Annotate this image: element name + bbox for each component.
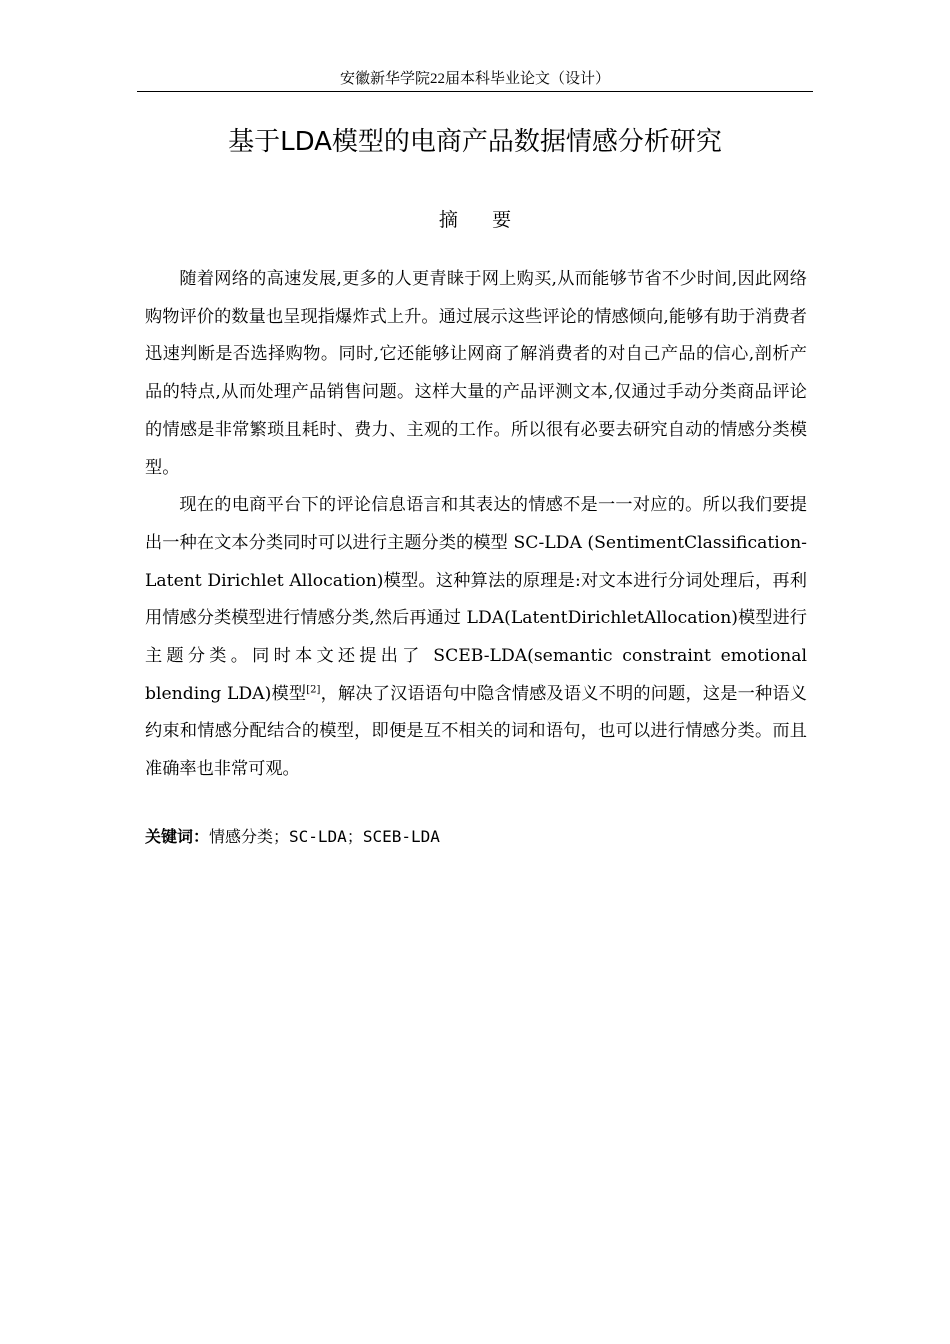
abstract-heading: 摘要 (438, 209, 546, 231)
abstract-paragraph-2-text-a: 现在的电商平台下的评论信息语言和其表达的情感不是一一对应的。所以我们要提出一种在文本分类同时可以进行主题分类的模型 SC-LDA (SentimentClassification-Latent Dirichlet Allocation)模型。这种算法的原理是:对文本进行分词处理后，再利用情感分类模型进行情感分类,然后再通过 LDA(LatentDirichletAllocation)模型进行主题分类。同时本文还提出了 SCEB-LDA(semantic constraint emotional blending LDA)模型 (145, 495, 807, 704)
abstract-paragraph-1: 随着网络的高速发展,更多的人更青睐于网上购买,从而能够节省不少时间,因此网络购物评价的数量也呈现指爆炸式上升。通过展示这些评论的情感倾向,能够有助于消费者迅速判断是否选择购物。同时,它还能够让网商了解消费者的对自己产品的信心,剖析产品的特点,从而处理产品销售问题。这样大量的产品评测文本,仅通过手动分类商品评论的情感是非常繁琐且耗时、费力、主观的工作。所以很有必要去研究自动的情感分类模型。 (145, 269, 807, 478)
citation-reference: [2] (306, 684, 321, 695)
keywords-label: 关键词： (145, 827, 210, 846)
abstract-paragraph-2 (145, 487, 807, 789)
page-header (137, 68, 813, 90)
header-text: 安徽新华学院22届本科毕业论文（设计） (339, 71, 610, 87)
header-divider (137, 91, 813, 92)
abstract-body (145, 261, 807, 789)
keywords-values: 情感分类；SC-LDA；SCEB-LDA (209, 827, 440, 846)
paper-title: 基于LDA模型的电商产品数据情感分析研究 (228, 127, 722, 157)
abstract-paragraph-2-text-b: ，解决了汉语语句中隐含情感及语义不明的问题，这是一种语义约束和情感分配结合的模型，即便是互不相关的词和语句，也可以进行情感分类。而且准确率也非常可观。 (145, 683, 807, 780)
keywords-line (145, 824, 807, 850)
